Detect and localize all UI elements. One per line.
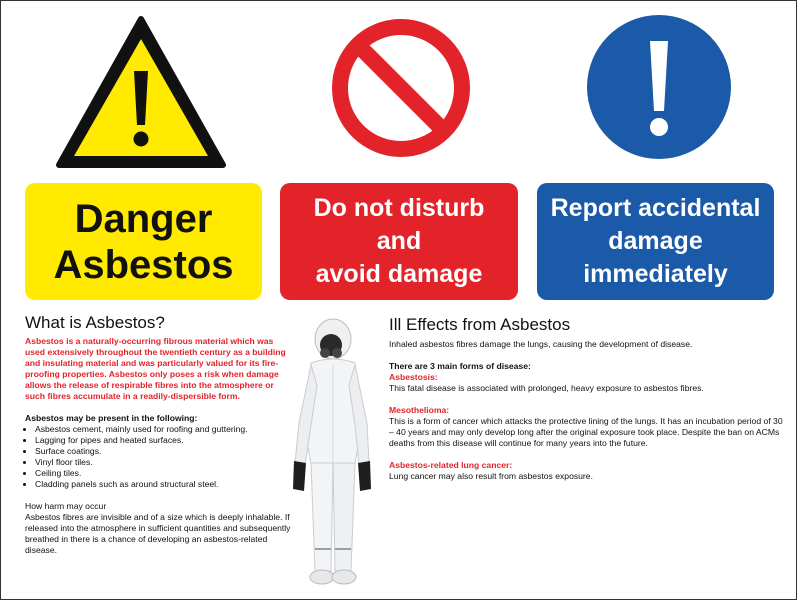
harm-heading: How harm may occur xyxy=(25,501,107,511)
present-heading: Asbestos may be present in the following: xyxy=(25,413,198,423)
list-item: • Ceiling tiles. xyxy=(35,468,295,479)
mesothelioma-heading: Mesothelioma: xyxy=(389,405,450,415)
asbestosis-heading: Asbestosis: xyxy=(389,372,438,382)
lung-cancer-text: Lung cancer may also result from asbestos exposure. xyxy=(389,471,593,481)
report-damage-banner xyxy=(537,183,774,300)
mesothelioma-text: This is a form of cancer which attacks the protective lining of the lungs. It has an incubation period of 30 – 40 years and may only develop long after the original exposure took place. Despite the ban on ACMs deaths from this disease will continue for many years into the future. xyxy=(389,416,783,448)
mandatory-exclamation-icon xyxy=(585,13,733,161)
forms-heading: There are 3 main forms of disease: xyxy=(389,361,531,371)
list-item: • Surface coatings. xyxy=(35,446,295,457)
list-item: • Cladding panels such as around structural steel. xyxy=(35,479,295,490)
what-is-asbestos-section xyxy=(25,313,295,556)
lung-cancer-heading: Asbestos-related lung cancer: xyxy=(389,460,513,470)
ill-effects-section xyxy=(389,315,784,482)
what-is-asbestos-heading: What is Asbestos? xyxy=(25,313,165,332)
prohibition-icon xyxy=(331,18,471,158)
list-item: • Asbestos cement, mainly used for roofing and guttering. xyxy=(35,424,295,435)
protective-suit-figure xyxy=(281,313,381,595)
asbestos-intro: Asbestos is a naturally-occurring fibrous material which was used extensively throughout the twentieth century as a building and insulating material and was particularly valued for its fire-proofing properties. Asbestos only poses a risk when damage allows the release of respirable fibres into the atmosphere or such fibres accumulate in a readily-dispersible form. xyxy=(25,336,286,401)
harm-text: Asbestos fibres are invisible and of a size which is deeply inhalable. If released into the atmosphere in sufficient quantities and subsequently breathed in there is a chance of developing an asbestos-related disease. xyxy=(25,512,291,555)
list-item: • Vinyl floor tiles. xyxy=(35,457,295,468)
ill-effects-heading: Ill Effects from Asbestos xyxy=(389,315,571,334)
warning-triangle-icon xyxy=(51,13,231,173)
do-not-disturb-banner xyxy=(280,183,518,300)
report-damage-text: Report accidental damage immediately xyxy=(550,194,761,288)
asbestosis-text: This fatal disease is associated with prolonged, heavy exposure to asbestos fibres. xyxy=(389,383,704,393)
ill-effects-intro: Inhaled asbestos fibres damage the lungs, causing the development of disease. xyxy=(389,339,693,349)
do-not-disturb-text: Do not disturb and avoid damage xyxy=(313,194,485,288)
danger-asbestos-banner xyxy=(25,183,262,300)
list-item: • Lagging for pipes and heated surfaces. xyxy=(35,435,295,446)
present-list xyxy=(25,424,295,490)
danger-asbestos-text: Danger Asbestos xyxy=(53,196,234,287)
